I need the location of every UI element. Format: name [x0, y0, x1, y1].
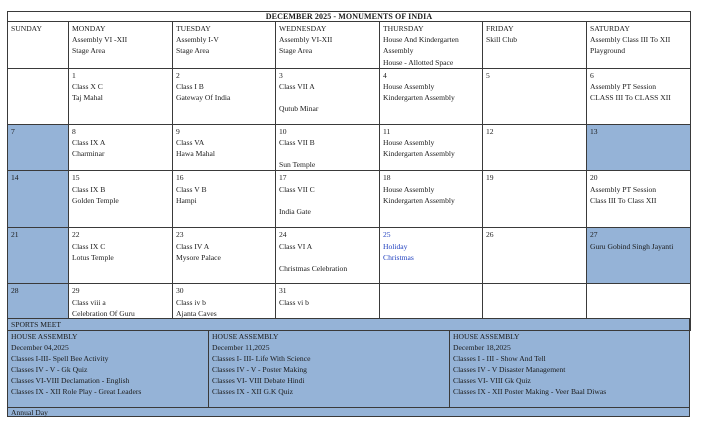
event-text: Mysore Palace [176, 252, 221, 262]
activity-line: Classes VI-VIII Declamation - English [11, 376, 130, 385]
activity-line: Classes I-III- Spell Bee Activity [11, 354, 109, 363]
date-number: 27 [590, 230, 598, 240]
activity-line: Classes I - III - Show And Tell [453, 354, 546, 363]
weekday-name: TUESDAY [176, 24, 211, 33]
day-cell [587, 68, 691, 124]
date-number: 13 [590, 126, 598, 136]
activity-line: Classes IX - XII G.K Quiz [212, 387, 293, 396]
week-row [8, 228, 691, 284]
week-row [8, 124, 691, 171]
event-text: Qutub Minar [279, 104, 319, 114]
date-number: 18 [383, 173, 391, 183]
event-text: House Assembly [383, 184, 435, 194]
monthly-calendar [7, 11, 691, 331]
activity-line: Classes IX - XII Poster Making - Veer Baal Diwas [453, 387, 607, 396]
date-number: 30 [176, 286, 184, 296]
day-cell [8, 124, 69, 171]
weekday-name: MONDAY [72, 24, 106, 33]
day-cell [276, 124, 380, 171]
house-assembly-heading: HOUSE ASSEMBLY [212, 332, 279, 341]
weekday-header-tuesday [173, 22, 276, 69]
day-cell [483, 124, 587, 171]
event-text: House Assembly [383, 138, 435, 148]
event-text [279, 92, 376, 103]
date-number: 1 [72, 70, 76, 80]
event-text [279, 195, 376, 206]
event-text: Charminar [72, 149, 105, 159]
event-text: Class I B [176, 82, 204, 92]
weekday-routine-text: Assembly VI-XII [279, 35, 333, 45]
event-text: Class VA [176, 138, 205, 148]
weekday-routine-text: Assembly I-V [176, 35, 219, 45]
house-assembly-date: December 04,2025 [11, 343, 69, 352]
calendar-title: DECEMBER 2025 - MONUMENTS OF INDIA [8, 12, 691, 22]
date-number: 25 [383, 230, 391, 240]
day-cell [380, 171, 483, 228]
event-text: Class X C [72, 82, 103, 92]
house-assembly-date: December 18,2025 [453, 343, 511, 352]
day-cell [173, 124, 276, 171]
day-cell [8, 171, 69, 228]
date-number: 10 [279, 126, 287, 136]
weekday-name: WEDNESDAY [279, 24, 327, 33]
event-text: Lotus Temple [72, 252, 114, 262]
event-text: Celebration Of Guru [72, 308, 135, 318]
calendar-sheet [7, 11, 690, 417]
day-cell [587, 228, 691, 284]
date-number: 24 [279, 230, 287, 240]
event-text: Class III To Class XII [590, 195, 657, 205]
day-cell [483, 228, 587, 284]
day-cell [380, 124, 483, 171]
event-text: Hawa Mahal [176, 149, 216, 159]
day-cell [380, 228, 483, 284]
house-assembly-date: December 11,2025 [212, 343, 270, 352]
date-number: 9 [176, 126, 180, 136]
event-text: India Gate [279, 206, 311, 216]
event-text [279, 252, 376, 263]
weekday-header-monday [69, 22, 173, 69]
day-cell [173, 171, 276, 228]
event-text: Assembly PT Session [590, 82, 657, 92]
day-cell [69, 68, 173, 124]
event-text: Class IX A [72, 138, 106, 148]
event-text: Class IV A [176, 241, 210, 251]
weekday-header-thursday [380, 22, 483, 69]
weekday-routine-text: Assembly [383, 46, 414, 56]
house-assembly-block [209, 330, 450, 407]
weekday-name: THURSDAY [383, 24, 424, 33]
day-cell [380, 68, 483, 124]
date-number: 22 [72, 230, 80, 240]
event-text: Holiday [383, 241, 408, 251]
date-number: 3 [279, 70, 283, 80]
event-text: Taj Mahal [72, 93, 103, 103]
event-text: Kindergarten Assembly [383, 195, 455, 205]
date-number: 29 [72, 286, 80, 296]
weekday-routine-text: Stage Area [176, 46, 210, 56]
event-text: Golden Temple [72, 195, 119, 205]
event-text [279, 148, 376, 159]
event-text: Kindergarten Assembly [383, 93, 455, 103]
date-number: 16 [176, 173, 184, 183]
event-text: Class IX C [72, 241, 106, 251]
day-cell [8, 68, 69, 124]
weekday-routine-text: Assembly Class III To XII [590, 35, 671, 45]
annual-day-row [8, 407, 689, 418]
activity-line: Classes VI- VIII Gk Quiz [453, 376, 531, 385]
day-cell [173, 228, 276, 284]
event-text: Class viii a [72, 297, 106, 307]
date-number: 15 [72, 173, 80, 183]
activity-line: Classes VI- VIII Debate Hindi [212, 376, 305, 385]
event-text: Kindergarten Assembly [383, 149, 455, 159]
week-row [8, 68, 691, 124]
date-number: 26 [486, 230, 494, 240]
house-assembly-block [8, 330, 209, 407]
event-text: Gateway Of India [176, 93, 231, 103]
event-text: Class vi b [279, 297, 309, 307]
date-number: 14 [11, 173, 19, 183]
weekday-routine-text: Skill Club [486, 35, 518, 45]
day-cell [276, 68, 380, 124]
date-number: 2 [176, 70, 180, 80]
weekday-routine-text: Stage Area [279, 46, 313, 56]
day-cell [69, 171, 173, 228]
date-number: 6 [590, 70, 594, 80]
sports-meet-label: SPORTS MEET [11, 320, 61, 329]
weekday-header-sunday [8, 22, 69, 69]
day-cell [69, 228, 173, 284]
weekday-routine-text: Stage Area [72, 46, 106, 56]
event-text: Sun Temple [279, 160, 316, 170]
event-text: Class VII C [279, 184, 315, 194]
event-text: Hampi [176, 195, 197, 205]
activity-line: Classes IV - V - Poster Making [212, 365, 307, 374]
weekday-routine-text: Assembly VI -XII [72, 35, 128, 45]
activity-line: Classes IV - V Disaster Management [453, 365, 566, 374]
date-number: 7 [11, 126, 15, 136]
day-cell [8, 228, 69, 284]
date-number: 12 [486, 126, 494, 136]
weekday-name: FRIDAY [486, 24, 514, 33]
day-cell [173, 68, 276, 124]
annual-day-label: Annual Day [11, 408, 48, 417]
event-text: Class iv b [176, 297, 206, 307]
week-row [8, 171, 691, 228]
weekday-header-saturday [587, 22, 691, 69]
day-cell [483, 171, 587, 228]
day-cell [69, 124, 173, 171]
date-number: 21 [11, 230, 19, 240]
weekday-header-friday [483, 22, 587, 69]
weekday-header-wednesday [276, 22, 380, 69]
weekday-routine-text: Playground [590, 46, 626, 56]
weekday-name: SUNDAY [11, 24, 42, 33]
house-assembly-block [450, 330, 690, 407]
event-text: Ajanta Caves [176, 308, 217, 318]
event-text: CLASS III To CLASS XII [590, 93, 671, 103]
weekday-routine-text: House - Allotted Space [383, 57, 454, 67]
activity-line: Classes IV - V - Gk Quiz [11, 365, 88, 374]
weekday-header-row [8, 22, 691, 69]
event-text: Christmas Celebration [279, 263, 348, 273]
day-cell [587, 171, 691, 228]
event-text: Class V B [176, 184, 207, 194]
date-number: 5 [486, 70, 490, 80]
day-cell [587, 124, 691, 171]
event-text: Assembly PT Session [590, 184, 657, 194]
date-number: 28 [11, 286, 19, 296]
event-text: Class VI A [279, 241, 313, 251]
date-number: 31 [279, 286, 287, 296]
day-cell [483, 68, 587, 124]
activity-line: Classes I- III- Life With Science [212, 354, 311, 363]
activity-line: Classes IX - XII Role Play - Great Leaders [11, 387, 142, 396]
event-text: House Assembly [383, 82, 435, 92]
date-number: 8 [72, 126, 76, 136]
date-number: 11 [383, 126, 391, 136]
day-cell [276, 228, 380, 284]
date-number: 4 [383, 70, 387, 80]
date-number: 23 [176, 230, 184, 240]
weekday-routine-text: House And Kindergarten [383, 35, 459, 45]
event-text: Class IX B [72, 184, 106, 194]
date-number: 20 [590, 173, 598, 183]
house-assembly-heading: HOUSE ASSEMBLY [453, 332, 520, 341]
event-text: Class VII B [279, 138, 315, 148]
day-cell [276, 171, 380, 228]
house-assembly-heading: HOUSE ASSEMBLY [11, 332, 78, 341]
house-assembly-section [7, 318, 690, 417]
event-text: Class VII A [279, 82, 315, 92]
event-text: Christmas [383, 252, 414, 262]
date-number: 17 [279, 173, 287, 183]
event-text: Guru Gobind Singh Jayanti [590, 241, 674, 251]
weekday-name: SATURDAY [590, 24, 630, 33]
date-number: 19 [486, 173, 494, 183]
